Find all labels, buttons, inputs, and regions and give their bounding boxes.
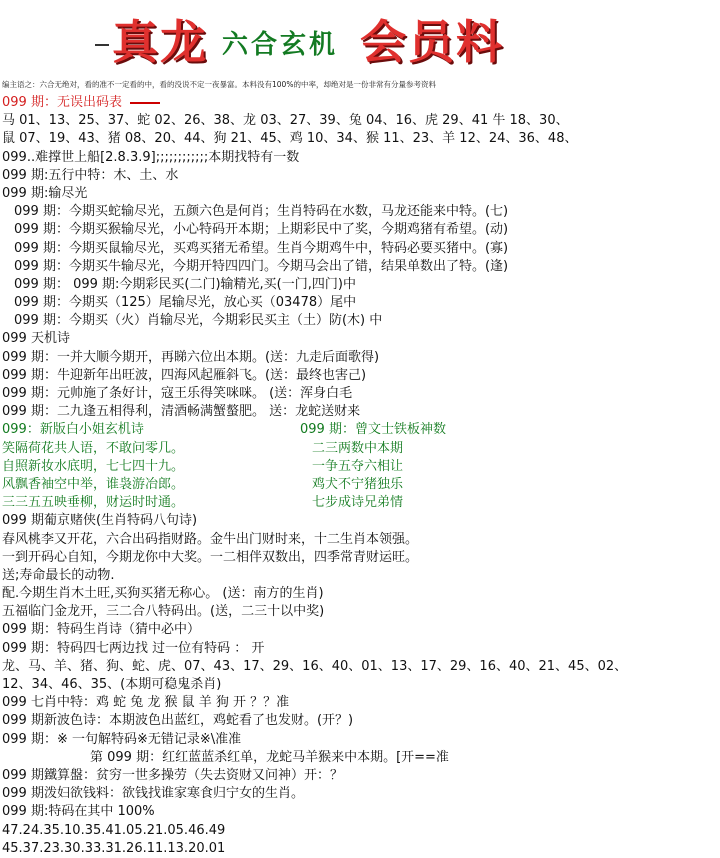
- line-1-text: 099 期：无误出码表: [2, 95, 122, 110]
- poem-left-1: 笑隔荷花共人语，不敢问零几。: [2, 440, 185, 456]
- line-26: 一到开码心自知，今期龙你中大奖。一二相伴双数出，四季常青财运旺。: [2, 549, 419, 565]
- poem-left-2: 自照新妆水底明，七七四十九。: [2, 458, 185, 474]
- page-header: [0, 0, 720, 78]
- poem-right-2: 一争五夺六相让: [312, 458, 404, 474]
- line-33: 12、34、46、35、(本期可稳鬼杀肖): [2, 677, 222, 692]
- poem-right-1: 二三两数中本期: [312, 440, 404, 456]
- line-30: 099 期：特码生肖诗（猜中必中）: [2, 622, 200, 638]
- line-27: 送;寿命最长的动物.: [2, 567, 115, 583]
- line-20: [2, 440, 718, 458]
- line-37: 第 099 期：红红蓝蓝杀红单，龙蛇马羊猴来中本期。[开==准: [90, 749, 449, 765]
- line-29: 五福临门金龙开，三二合八特码出。(送，二三十以中奖): [2, 604, 325, 620]
- line-12: 099 期：今期买（125）尾输尽光，放心买（03478）尾中: [14, 295, 357, 311]
- line-14: 099 天机诗: [2, 331, 70, 347]
- white-xiaojie-heading: 099：新版白小姐玄机诗: [2, 422, 144, 438]
- line-38: 099 期鐵算盤：贫穷一世多操劳（失去资财又问神）开：？: [2, 767, 343, 783]
- poem-right-3: 鸡犬不宁猪独乐: [312, 476, 404, 492]
- content-body: [2, 94, 718, 858]
- line-10: 099 期：今期买牛输尽光，今期开特四四门。今期马会出了错，结果单数出了特。(逢): [14, 258, 509, 274]
- line-41: 47.24.35.10.35.41.05.21.05.46.49: [2, 822, 226, 838]
- line-24: 099 期葡京赌侠(生肖特码八句诗): [2, 513, 198, 529]
- poem-left-4: 三三五五映垂柳，财运时时通。: [2, 495, 185, 511]
- line-7: 099 期：今期买蛇输尽光，五颜六色是何肖；生肖特码在水数，马龙还能来中特。(七): [14, 204, 509, 220]
- line-15: 099 期：一并大顺今期开，再睇六位出本期。(送：九走后面歌得): [2, 349, 380, 365]
- line-32: 龙、马、羊、猪、狗、蛇、虎、07、43、17、29、16、40、01、13、17、29、16、40、21、45、02、: [2, 658, 628, 674]
- line-28: 配.今期生肖木土旺,买狗买猪无称心。 (送：南方的生肖): [2, 586, 324, 602]
- line-2: 马 01、13、25、37、蛇 02、26、38、龙 03、27、39、兔 04、16、虎 29、41 牛 18、30、: [2, 113, 569, 129]
- title-sub: 六合玄机: [222, 30, 339, 60]
- title-member: 会员料: [360, 15, 504, 69]
- line-3: 鼠 07、19、43、猪 08、20、44、狗 21、45、鸡 10、34、猴 11、23、羊 12、24、36、48、: [2, 131, 578, 147]
- line-6: 099 期:输尽光: [2, 185, 88, 201]
- line-8: 099 期：今期买猴输尽光，小心特码开本期；上期彩民中了奖，今期鸡猪有希望。(动): [14, 222, 509, 238]
- line-22: [2, 476, 718, 494]
- line-23: [2, 494, 718, 512]
- line-13: 099 期：今期买（火）肖输尽光，今期彩民买主（土）防(木) 中: [14, 313, 383, 329]
- line-35: 099 期新波色诗：本期波色出蓝红，鸡蛇看了也发财。(开？): [2, 713, 354, 729]
- line-36: 099 期：※ 一句解特码※无错记录※\准准: [2, 731, 242, 747]
- line-19: [2, 421, 718, 439]
- line-11: 099 期： 099 期:今期彩民买(二门)输精光,买(一门,四门)中: [14, 276, 356, 292]
- line-25: 春风桃李又开花，六合出码指财路。金牛出门财时来，十二生肖本领强。: [2, 531, 419, 547]
- line-18: 099 期：二九逢五相得利，清酒畅满蟹螯肥。 送：龙蛇送财来: [2, 404, 361, 420]
- line-39: 099 期泼妇欲钱料：欲钱找谁家寒食归宁女的生肖。: [2, 786, 304, 802]
- line-21: [2, 458, 718, 476]
- decor-dash: [130, 102, 160, 104]
- line-1: [2, 94, 718, 112]
- line-17: 099 期：元帅施了条好计，寇王乐得笑咪咪。 (送：浑身白毛: [2, 386, 353, 401]
- line-40: 099 期:特码在其中 100%: [2, 804, 155, 820]
- poem-left-3: 风飘香袖空中举，谁袅游冶郎。: [2, 476, 185, 492]
- editor-note: 编主语之：六合无绝对，看的准不一定看的中，看的没说不定一夜暴富。本料没有100%的中率，却绝对是一份非常有分量参考资料: [2, 80, 436, 89]
- title-dash: [95, 44, 109, 46]
- line-5: 099 期:五行中特：木、土、水: [2, 167, 179, 183]
- line-34: 099 七肖中特：鸡 蛇 兔 龙 猴 鼠 羊 狗 开 ？？准: [2, 695, 290, 711]
- line-16: 099 期：牛迎新年出旺波，四海风起雁斜飞。(送：最终也害己): [2, 367, 367, 383]
- line-9: 099 期：今期买鼠输尽光，买鸡买猪无希望。生肖今期鸡牛中，特码必要买猪中。(寡): [14, 240, 509, 256]
- zeng-wenshi-heading: 099 期：曾文士铁板神数: [300, 422, 446, 438]
- title-main: 真龙: [112, 15, 208, 69]
- line-4: 099..难撑世上船[2.8.3.9];;;;;;;;;;;;本期找特有一数: [2, 149, 300, 165]
- line-42: 45.37.23.30.33.31.26.11.13.20.01: [2, 840, 226, 856]
- line-31: 099 期：特码四七两边找 过一位有特码 ： 开: [2, 640, 265, 656]
- poem-right-4: 七步成诗兄弟情: [312, 495, 404, 511]
